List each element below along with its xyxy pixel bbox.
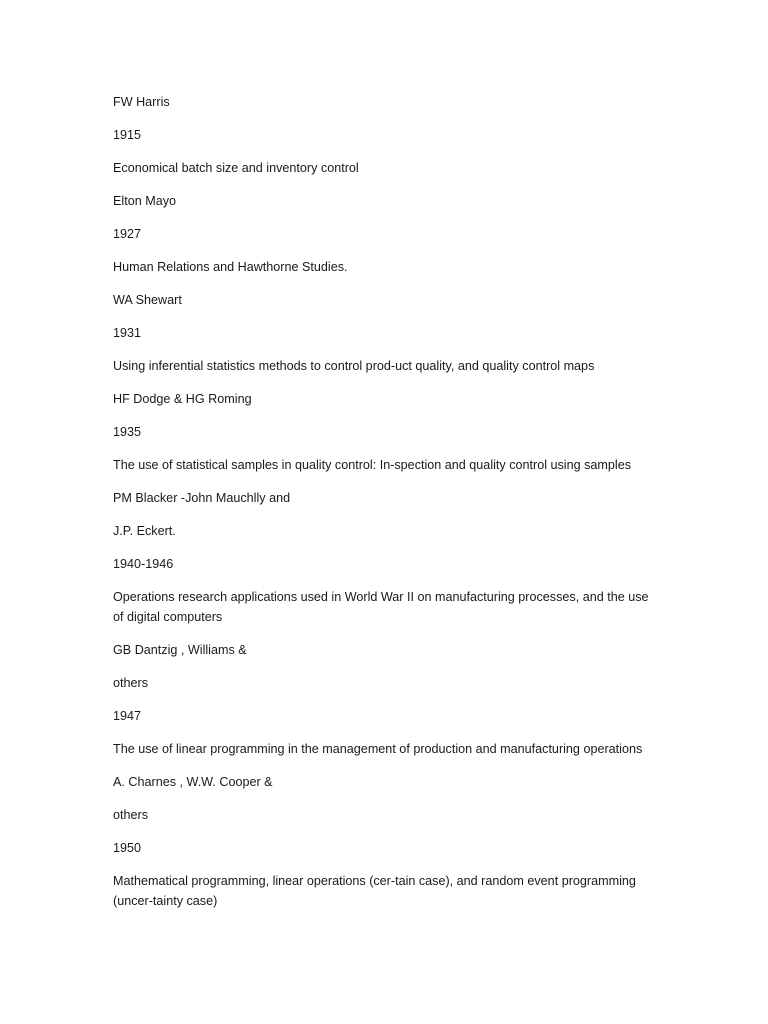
paragraph-author: others xyxy=(113,676,149,690)
paragraph-description: Human Relations and Hawthorne Studies. xyxy=(113,260,348,274)
paragraph-author: FW Harris xyxy=(113,95,170,109)
paragraph-author: J.P. Eckert. xyxy=(113,524,176,538)
paragraph-description: Using inferential statistics methods to control prod-uct quality, and quality control maps xyxy=(113,359,595,373)
paragraph-author: PM Blacker -John Mauchlly and xyxy=(113,491,291,505)
paragraph-author: others xyxy=(113,808,149,822)
paragraph-description: The use of linear programming in the management of production and manufacturing operations xyxy=(113,742,643,756)
paragraph-author: HF Dodge & HG Roming xyxy=(113,392,252,406)
paragraph-year: 1950 xyxy=(113,841,142,855)
paragraph-author: A. Charnes , W.W. Cooper & xyxy=(113,775,273,789)
paragraph-description: Mathematical programming, linear operations (cer-tain case), and random event programming (uncer-tainty case) xyxy=(113,874,636,908)
paragraph-author: WA Shewart xyxy=(113,293,182,307)
paragraph-author: Elton Mayo xyxy=(113,194,176,208)
paragraph-year: 1935 xyxy=(113,425,142,439)
paragraph-year: 1931 xyxy=(113,326,142,340)
paragraph-year: 1927 xyxy=(113,227,142,241)
paragraph-year: 1947 xyxy=(113,709,142,723)
paragraph-year: 1915 xyxy=(113,128,142,142)
document-body xyxy=(113,92,658,924)
paragraph-description: Economical batch size and inventory control xyxy=(113,161,359,175)
paragraph-description: The use of statistical samples in quality control: In-spection and quality control using samples xyxy=(113,458,632,472)
paragraph-year: 1940-1946 xyxy=(113,557,174,571)
paragraph-author: GB Dantzig , Williams & xyxy=(113,643,247,657)
paragraph-description: Operations research applications used in World War II on manufacturing processes, and the use of digital computers xyxy=(113,590,649,624)
